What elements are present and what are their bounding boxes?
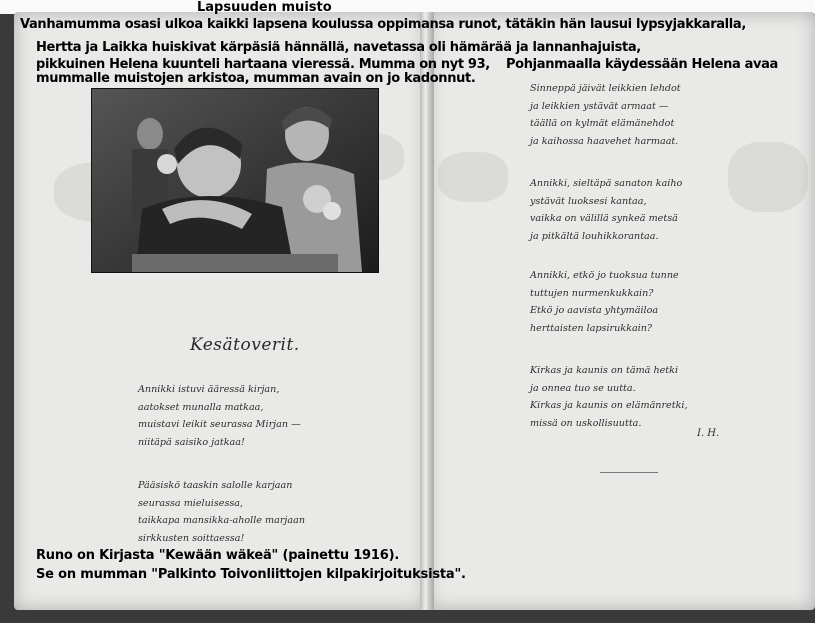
poem-line: ja pitkältä louhikkorantaa. xyxy=(530,230,659,242)
poem-line: taikkapa mansikka-aholle marjaan xyxy=(138,515,306,526)
poem-line: tuttujen nurmenkukkain? xyxy=(530,287,654,299)
poem-line: ystävät luoksesi kantaa, xyxy=(530,195,647,207)
poem-stanza xyxy=(138,477,305,547)
poem-stanza xyxy=(530,267,679,337)
poem-stanza xyxy=(530,175,682,245)
poem-line: seurassa mieluisessa, xyxy=(138,497,244,509)
scan-title: Lapsuuden muisto xyxy=(197,0,332,15)
intro-line: Hertta ja Laikka huiskivat kärpäsiä hännällä, navetassa oli hämärää ja lannanhajuista, xyxy=(36,40,641,55)
poem-stanza xyxy=(530,80,681,150)
poem-stanza xyxy=(530,362,688,432)
poem-line: ja leikkien ystävät armaat — xyxy=(530,100,669,112)
poem-line: ja kaihossa haavehet harmaat. xyxy=(530,135,679,147)
poem-line: ja onnea tuo se uutta. xyxy=(530,382,636,394)
poem-title: Kesätoverit. xyxy=(190,335,300,355)
footer-line: Runo on Kirjasta "Kewään wäkeä" (painettu 1916). xyxy=(36,548,400,563)
poem-signature: I. H. xyxy=(697,428,720,439)
poem-line: Etkö jo aavista yhtymäiloa xyxy=(530,305,659,316)
poem-line: herttaisten lapsirukkain? xyxy=(530,322,653,334)
paper-stain xyxy=(438,152,508,202)
poem-line: muistavi leikit seurassa Mirjan — xyxy=(138,419,301,430)
poem-line: Sinneppä jäivät leikkien lehdot xyxy=(530,83,681,94)
poem-line: Kirkas ja kaunis on tämä hetki xyxy=(530,365,679,376)
poem-line: Annikki istuvi ääressä kirjan, xyxy=(138,384,280,395)
poem-line: niitäpä saisiko jatkaa! xyxy=(138,436,245,448)
end-divider xyxy=(600,472,658,473)
poem-line: Kirkas ja kaunis on elämänretki, xyxy=(530,400,688,411)
poem-line: vaikka on välillä synkeä metsä xyxy=(530,213,678,224)
poem-line: sirkkusten soittaessa! xyxy=(138,532,245,544)
photo-illustration xyxy=(92,89,378,272)
paper-stain xyxy=(728,142,808,212)
intro-line: mummalle muistojen arkistoa, mumman avain on jo kadonnut. xyxy=(36,71,476,86)
children-photo xyxy=(91,88,379,273)
poem-line: Pääsiskö taaskin salolle karjaan xyxy=(138,480,293,491)
poem-line: Annikki, etkö jo tuoksua tunne xyxy=(530,270,679,281)
poem-line: täällä on kylmät elämänehdot xyxy=(530,118,675,129)
poem-line: missä on uskollisuutta. xyxy=(530,417,642,429)
intro-line: Vanhamumma osasi ulkoa kaikki lapsena koulussa oppimansa runot, tätäkin hän lausui lypsyjakkaralla, xyxy=(20,17,746,32)
intro-line: Pohjanmaalla käydessään Helena avaa xyxy=(506,57,778,72)
poem-line: Annikki, sieltäpä sanaton kaiho xyxy=(530,178,683,189)
poem-stanza xyxy=(138,381,301,451)
poem-line: aatokset munalla matkaa, xyxy=(138,401,264,413)
book-spine xyxy=(420,12,434,610)
footer-line: Se on mumman "Palkinto Toivonliittojen kilpakirjoituksista". xyxy=(36,567,466,582)
intro-line: pikkuinen Helena kuunteli hartaana vieressä. Mumma on nyt 93, xyxy=(36,57,490,72)
